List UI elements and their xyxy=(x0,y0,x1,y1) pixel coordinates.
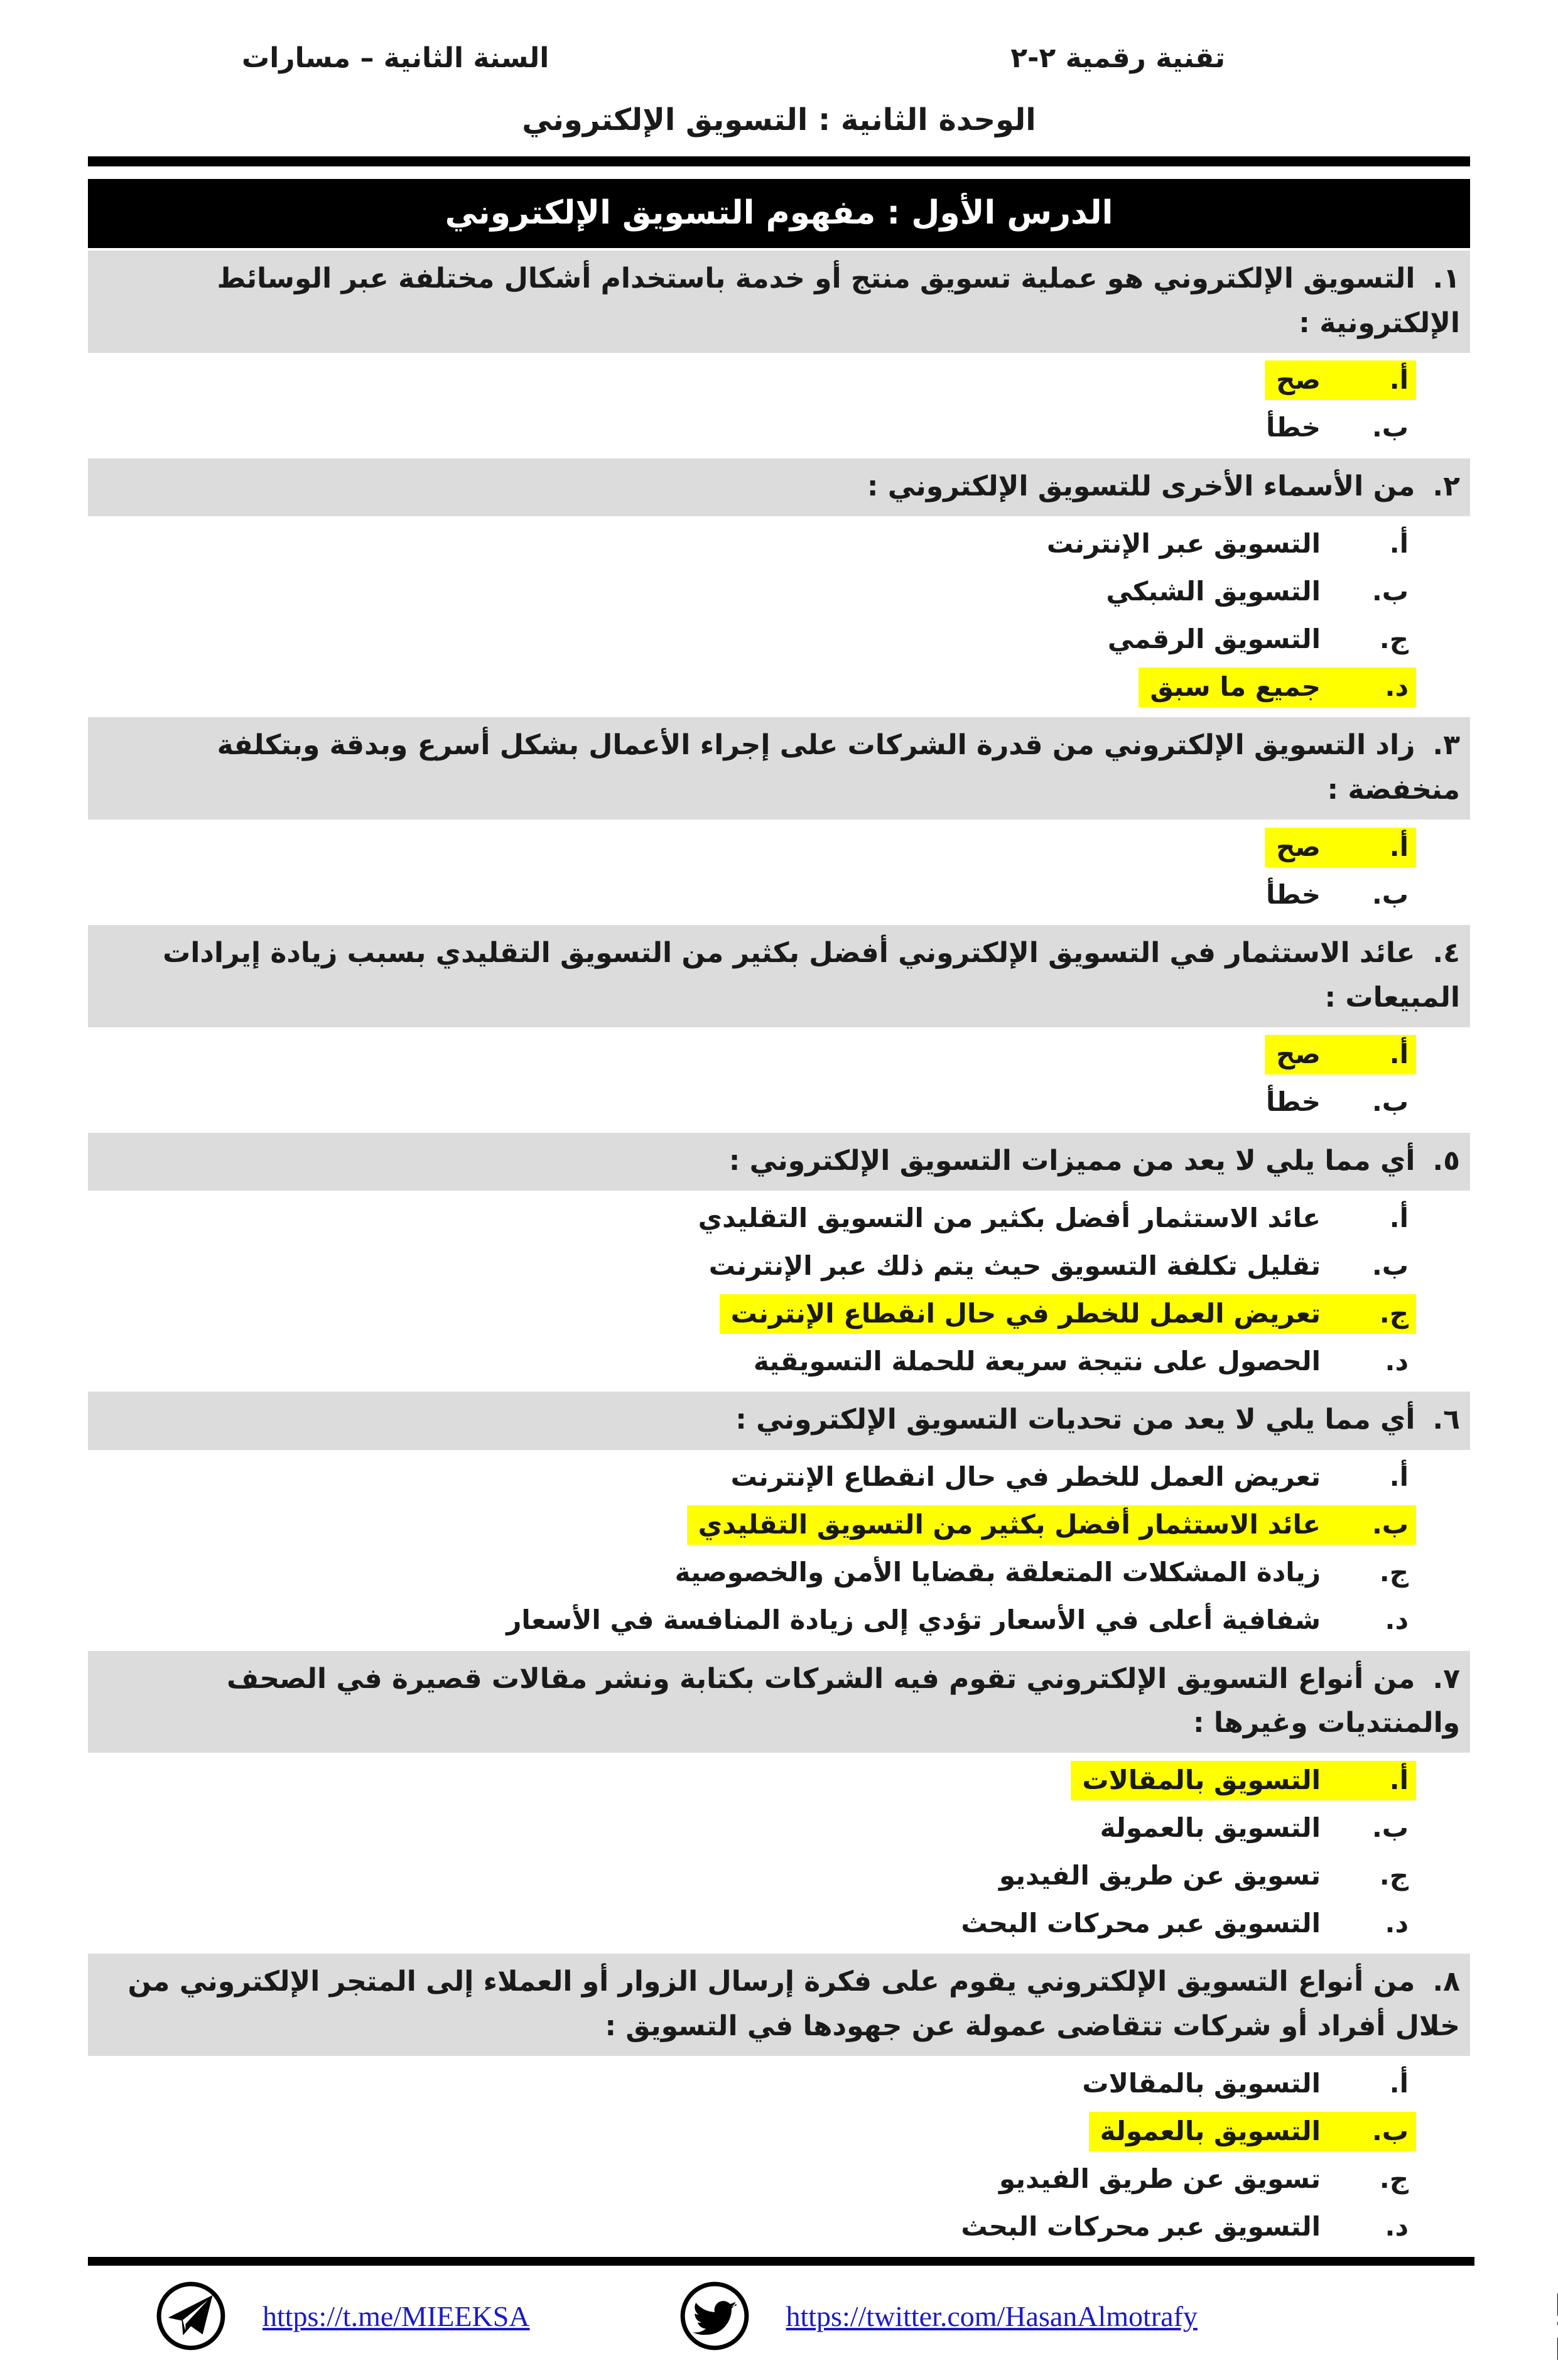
option-marker: أ. xyxy=(1389,1202,1409,1233)
telegram-link[interactable]: https://t.me/MIEEKSA xyxy=(262,2300,530,2332)
option-marker: أ. xyxy=(1389,364,1409,396)
option-marker: د. xyxy=(1385,2210,1409,2242)
twitter-link[interactable]: https://twitter.com/HasanAlmotrafy xyxy=(786,2300,1198,2332)
option-marker: ج. xyxy=(1379,623,1409,654)
option-text: التسويق بالمقالات xyxy=(1082,2067,1321,2099)
question-number: ١. xyxy=(1432,262,1460,295)
option-text: تعريض العمل للخطر في حال انقطاع الإنترنت xyxy=(730,1461,1321,1493)
option-row xyxy=(88,1549,1416,1597)
option-row xyxy=(88,520,1416,568)
question-text: عائد الاستثمار في التسويق الإلكتروني أفضل بكثير من التسويق التقليدي بسبب زيادة إيرادات المبيعات : xyxy=(163,937,1460,1014)
option-marker: أ. xyxy=(1389,2067,1409,2099)
header xyxy=(0,0,1558,166)
option-text: التسويق عبر محركات البحث xyxy=(961,1907,1321,1939)
question-text: من أنواع التسويق الإلكتروني يقوم على فكرة إرسال الزوار أو العملاء إلى المتجر الإلكتروني من خلال أفراد أو شركات تتقاضى عمولة عن جهودها في التسويق : xyxy=(127,1966,1460,2042)
option-row xyxy=(88,568,1416,615)
year-track: السنة الثانية – مسارات xyxy=(242,42,549,74)
options-list xyxy=(88,1191,1470,1392)
option-text: الحصول على نتيجة سريعة للحملة التسويقية xyxy=(753,1345,1321,1377)
option-marker: ج. xyxy=(1379,1859,1409,1891)
question-number: ٦. xyxy=(1432,1404,1460,1436)
option-row xyxy=(88,1338,1416,1385)
header-row xyxy=(88,40,1470,76)
option-text: التسويق بالعمولة xyxy=(1100,1812,1321,1843)
option-marker: ب. xyxy=(1371,1509,1409,1540)
option-row xyxy=(88,357,1416,404)
header-rule xyxy=(88,156,1470,166)
question-bar xyxy=(88,251,1470,353)
option-marker: د. xyxy=(1385,1345,1409,1377)
options-list xyxy=(88,353,1470,458)
option-row xyxy=(88,2155,1416,2203)
option-text: تعريض العمل للخطر في حال انقطاع الإنترنت xyxy=(730,1297,1321,1329)
options-list xyxy=(88,819,1470,925)
option-marker: ب. xyxy=(1371,575,1409,607)
option-row xyxy=(88,404,1416,452)
option-row xyxy=(88,1852,1416,1900)
option-marker: ج. xyxy=(1379,1557,1409,1588)
question-text: زاد التسويق الإلكتروني من قدرة الشركات على إجراء الأعمال بشكل أسرع وبدقة وبتكلفة منخفضة : xyxy=(217,729,1460,806)
question-text: التسويق الإلكتروني هو عملية تسويق منتج أو خدمة باستخدام أشكال مختلفة عبر الوسائط الإلكترونية : xyxy=(217,262,1460,339)
question-number: ٨. xyxy=(1432,1966,1460,1998)
option-text: التسويق بالعمولة xyxy=(1100,2115,1321,2146)
questions-list xyxy=(0,251,1558,2257)
option-text: صح xyxy=(1276,1039,1321,1070)
option-marker: د. xyxy=(1385,1907,1409,1939)
option-marker: د. xyxy=(1385,1604,1409,1636)
question-block-6 xyxy=(88,1392,1470,1650)
option-text: خطأ xyxy=(1266,879,1321,910)
question-text: من أنواع التسويق الإلكتروني تقوم فيه الشركات بكتابة ونشر مقالات قصيرة في الصحف والمنتديات وغيرها : xyxy=(227,1662,1460,1739)
option-marker: ب. xyxy=(1371,879,1409,910)
option-row xyxy=(88,871,1416,919)
option-text: صح xyxy=(1276,364,1321,396)
question-number: ٥. xyxy=(1432,1144,1460,1177)
question-bar xyxy=(88,1954,1470,2056)
question-bar xyxy=(88,1392,1470,1449)
question-bar xyxy=(88,717,1470,819)
option-marker: د. xyxy=(1385,671,1409,702)
question-text: أي مما يلي لا يعد من مميزات التسويق الإلكتروني : xyxy=(728,1144,1415,1177)
telegram-icon xyxy=(156,2281,226,2351)
options-list xyxy=(88,1450,1470,1651)
footer-links-row xyxy=(88,2281,1474,2351)
option-text: خطأ xyxy=(1266,412,1321,443)
question-bar xyxy=(88,1651,1470,1753)
option-row xyxy=(88,1756,1416,1804)
option-row xyxy=(88,1900,1416,1947)
option-text: جميع ما سبق xyxy=(1150,671,1321,702)
question-block-2 xyxy=(88,458,1470,717)
question-block-4 xyxy=(88,925,1470,1133)
question-text: أي مما يلي لا يعد من تحديات التسويق الإلكتروني : xyxy=(735,1404,1415,1436)
option-row xyxy=(88,1501,1416,1549)
options-list xyxy=(88,1753,1470,1954)
option-marker: ب. xyxy=(1371,1812,1409,1843)
option-text: تسويق عن طريق الفيديو xyxy=(998,2163,1321,2194)
option-text: عائد الاستثمار أفضل بكثير من التسويق التقليدي xyxy=(698,1509,1321,1540)
option-row xyxy=(88,2203,1416,2251)
question-number: ٢. xyxy=(1432,470,1460,502)
footer-rule xyxy=(88,2257,1474,2266)
option-marker: ب. xyxy=(1371,1250,1409,1281)
option-marker: أ. xyxy=(1389,1039,1409,1070)
question-block-8 xyxy=(88,1954,1470,2257)
option-row xyxy=(88,615,1416,663)
question-bar xyxy=(88,925,1470,1027)
option-text: التسويق بالمقالات xyxy=(1082,1764,1321,1795)
option-marker: أ. xyxy=(1389,831,1409,862)
option-text: صح xyxy=(1276,831,1321,862)
question-block-5 xyxy=(88,1133,1470,1392)
option-text: شفافية أعلى في الأسعار تؤدي إلى زيادة المنافسة في الأسعار xyxy=(506,1604,1321,1636)
option-row xyxy=(88,1454,1416,1501)
question-block-7 xyxy=(88,1651,1470,1954)
option-row xyxy=(88,1079,1416,1127)
option-marker: ج. xyxy=(1379,2163,1409,2194)
option-row xyxy=(88,1290,1416,1338)
question-bar xyxy=(88,1133,1470,1191)
option-row xyxy=(88,1804,1416,1852)
option-row xyxy=(88,1031,1416,1079)
option-row xyxy=(88,1242,1416,1290)
option-row xyxy=(88,823,1416,871)
lesson-banner: الدرس الأول : مفهوم التسويق الإلكتروني xyxy=(88,179,1470,248)
course-code: تقنية رقمية ٢-٢ xyxy=(1010,42,1225,74)
option-text: تقليل تكلفة التسويق حيث يتم ذلك عبر الإنترنت xyxy=(708,1250,1321,1281)
option-row xyxy=(88,2107,1416,2155)
option-row xyxy=(88,2060,1416,2107)
option-marker: ب. xyxy=(1371,2115,1409,2146)
question-block-3 xyxy=(88,717,1470,925)
option-text: تسويق عن طريق الفيديو xyxy=(998,1859,1321,1891)
option-text: التسويق الشبكي xyxy=(1106,575,1321,607)
option-row xyxy=(88,1597,1416,1645)
option-text: عائد الاستثمار أفضل بكثير من التسويق التقليدي xyxy=(698,1202,1321,1233)
option-marker: ج. xyxy=(1379,1297,1409,1329)
twitter-icon xyxy=(679,2281,750,2351)
unit-title: الوحدة الثانية : التسويق الإلكتروني xyxy=(522,102,1036,138)
question-number: ٣. xyxy=(1432,729,1460,762)
option-marker: أ. xyxy=(1389,1764,1409,1795)
option-text: التسويق عبر الإنترنت xyxy=(1046,527,1321,559)
option-marker: ب. xyxy=(1371,412,1409,443)
question-block-1 xyxy=(88,251,1470,458)
option-text: التسويق الرقمي xyxy=(1107,623,1321,654)
question-text: من الأسماء الأخرى للتسويق الإلكتروني : xyxy=(867,470,1415,502)
options-list xyxy=(88,1027,1470,1133)
options-list xyxy=(88,2056,1470,2257)
options-list xyxy=(88,516,1470,717)
option-text: التسويق عبر محركات البحث xyxy=(961,2210,1321,2242)
question-number: ٤. xyxy=(1432,937,1460,970)
option-marker: ب. xyxy=(1371,1086,1409,1118)
option-text: زيادة المشكلات المتعلقة بقضايا الأمن والخصوصية xyxy=(674,1557,1321,1588)
option-row xyxy=(88,1194,1416,1242)
option-marker: أ. xyxy=(1389,1461,1409,1493)
option-marker: أ. xyxy=(1389,527,1409,559)
question-number: ٧. xyxy=(1432,1662,1460,1695)
option-row xyxy=(88,663,1416,711)
footer xyxy=(0,2257,1558,2380)
question-bar xyxy=(88,458,1470,516)
option-text: خطأ xyxy=(1266,1086,1321,1118)
